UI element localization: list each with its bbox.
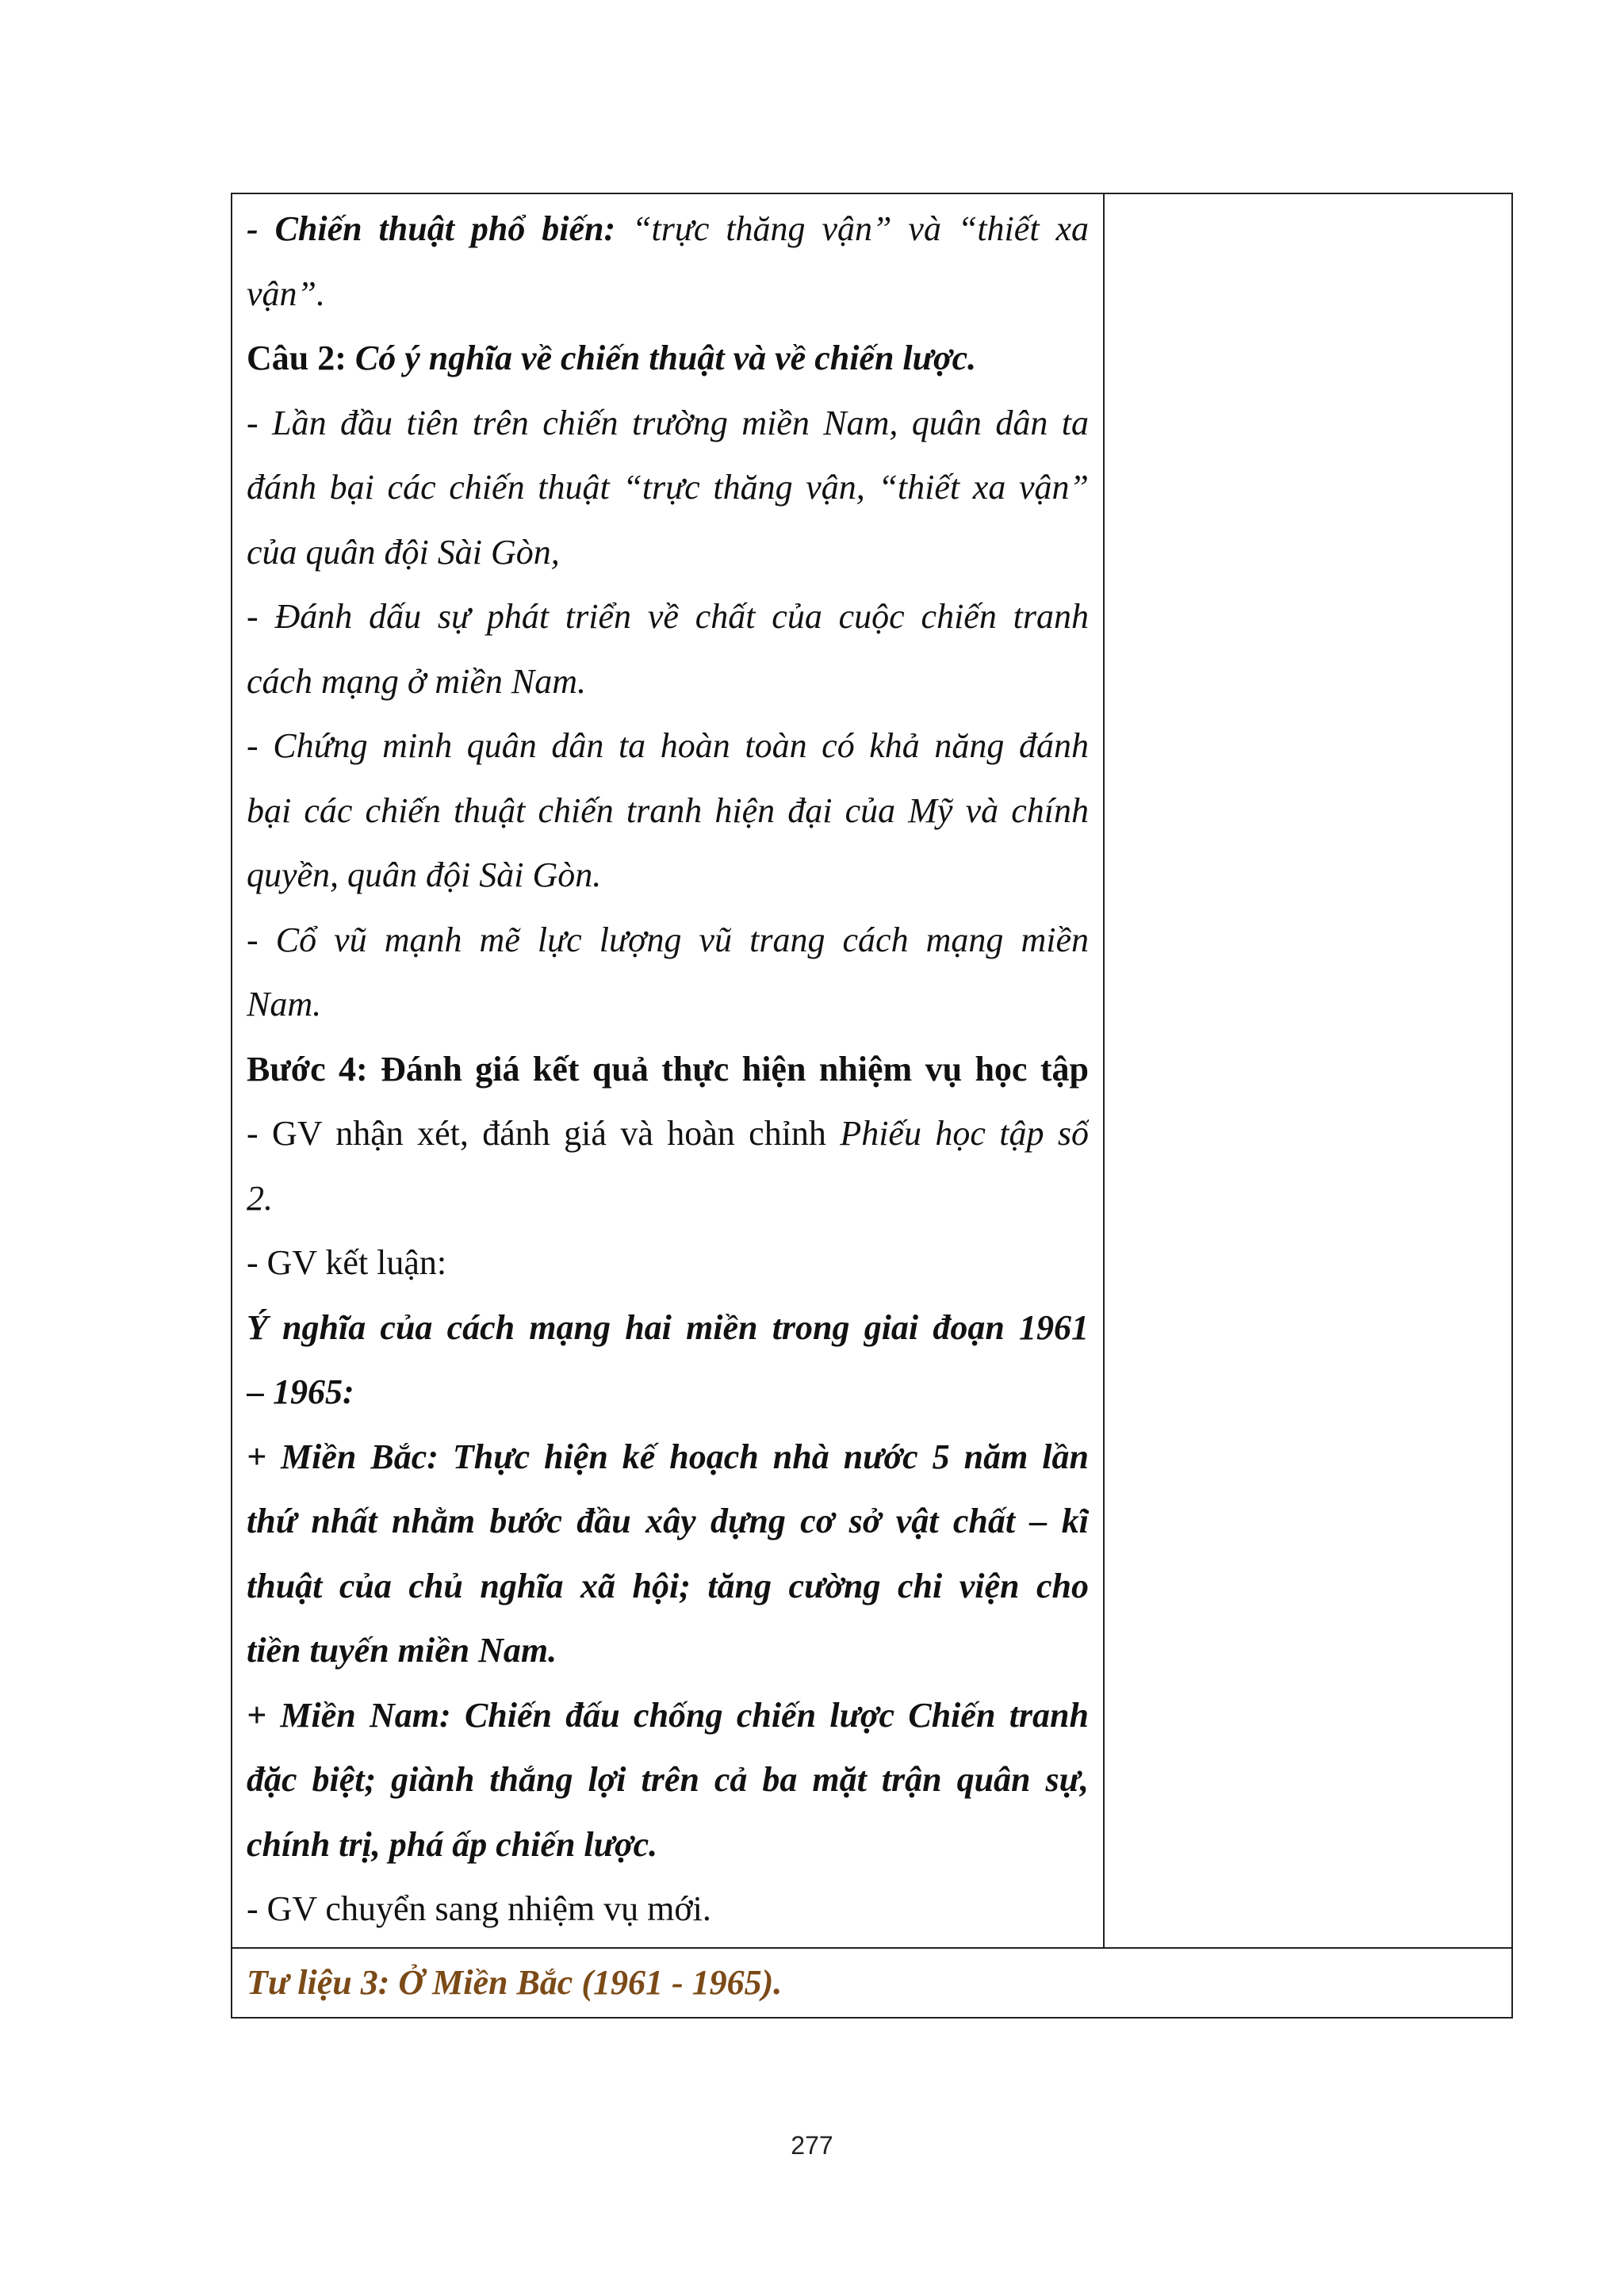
- row-divider: [231, 1947, 1513, 1949]
- conclusion-line: chính trị, phá ấp chiến lược.: [247, 1824, 658, 1864]
- page-number: 277: [791, 2131, 833, 2160]
- text-line: - Lần đầu tiên trên chiến trường miền Nam, quân dân ta: [247, 403, 1089, 442]
- text-line: bại các chiến thuật chiến tranh hiện đại của Mỹ và chính: [247, 790, 1089, 830]
- text-line: - GV nhận xét, đánh giá và hoàn chỉnh Phiếu học tập số: [247, 1114, 1089, 1153]
- text-line: - Đánh dấu sự phát triển về chất của cuộc chiến tranh: [247, 597, 1089, 636]
- text-line: - Cổ vũ mạnh mẽ lực lượng vũ trang cách mạng miền: [247, 920, 1089, 959]
- question-heading: Câu 2: Có ý nghĩa về chiến thuật và về chiến lược.: [247, 339, 977, 377]
- text-line: - GV kết luận:: [247, 1243, 447, 1282]
- conclusion-heading: Ý nghĩa của cách mạng hai miền trong giai đoạn 1961: [247, 1307, 1089, 1347]
- text-line: 2.: [247, 1178, 273, 1218]
- conclusion-heading: – 1965:: [247, 1372, 354, 1411]
- resource-title: Tư liệu 3: Ở Miền Bắc (1961 - 1965).: [247, 1963, 783, 2002]
- text-line: cách mạng ở miền Nam.: [247, 661, 586, 701]
- text-line: - GV chuyển sang nhiệm vụ mới.: [247, 1889, 711, 1928]
- conclusion-line: + Miền Nam: Chiến đấu chống chiến lược Chiến tranh: [247, 1695, 1089, 1735]
- text-line: vận”.: [247, 274, 325, 313]
- step-heading: Bước 4: Đánh giá kết quả thực hiện nhiệm vụ học tập: [247, 1049, 1089, 1089]
- conclusion-line: thuật của chủ nghĩa xã hội; tăng cường chi viện cho: [247, 1566, 1089, 1605]
- column-divider: [1103, 193, 1105, 1948]
- text-line: - Chứng minh quân dân ta hoàn toàn có khả năng đánh: [247, 726, 1089, 765]
- activity-cell: [247, 197, 1089, 1942]
- conclusion-line: tiền tuyến miền Nam.: [247, 1631, 557, 1670]
- text-line: đánh bại các chiến thuật “trực thăng vận, “thiết xa vận”: [247, 468, 1089, 507]
- text-line: Nam.: [247, 985, 322, 1024]
- conclusion-line: thứ nhất nhằm bước đầu xây dựng cơ sở vật chất – kĩ: [247, 1502, 1089, 1540]
- text-line: - Chiến thuật phổ biến: “trực thăng vận” và “thiết xa: [247, 209, 1089, 248]
- text-line: của quân đội Sài Gòn,: [247, 532, 560, 572]
- text-line: quyền, quân đội Sài Gòn.: [247, 855, 602, 894]
- conclusion-line: + Miền Bắc: Thực hiện kế hoạch nhà nước 5 năm lần: [247, 1437, 1089, 1476]
- conclusion-line: đặc biệt; giành thắng lợi trên cả ba mặt trận quân sự,: [247, 1760, 1089, 1799]
